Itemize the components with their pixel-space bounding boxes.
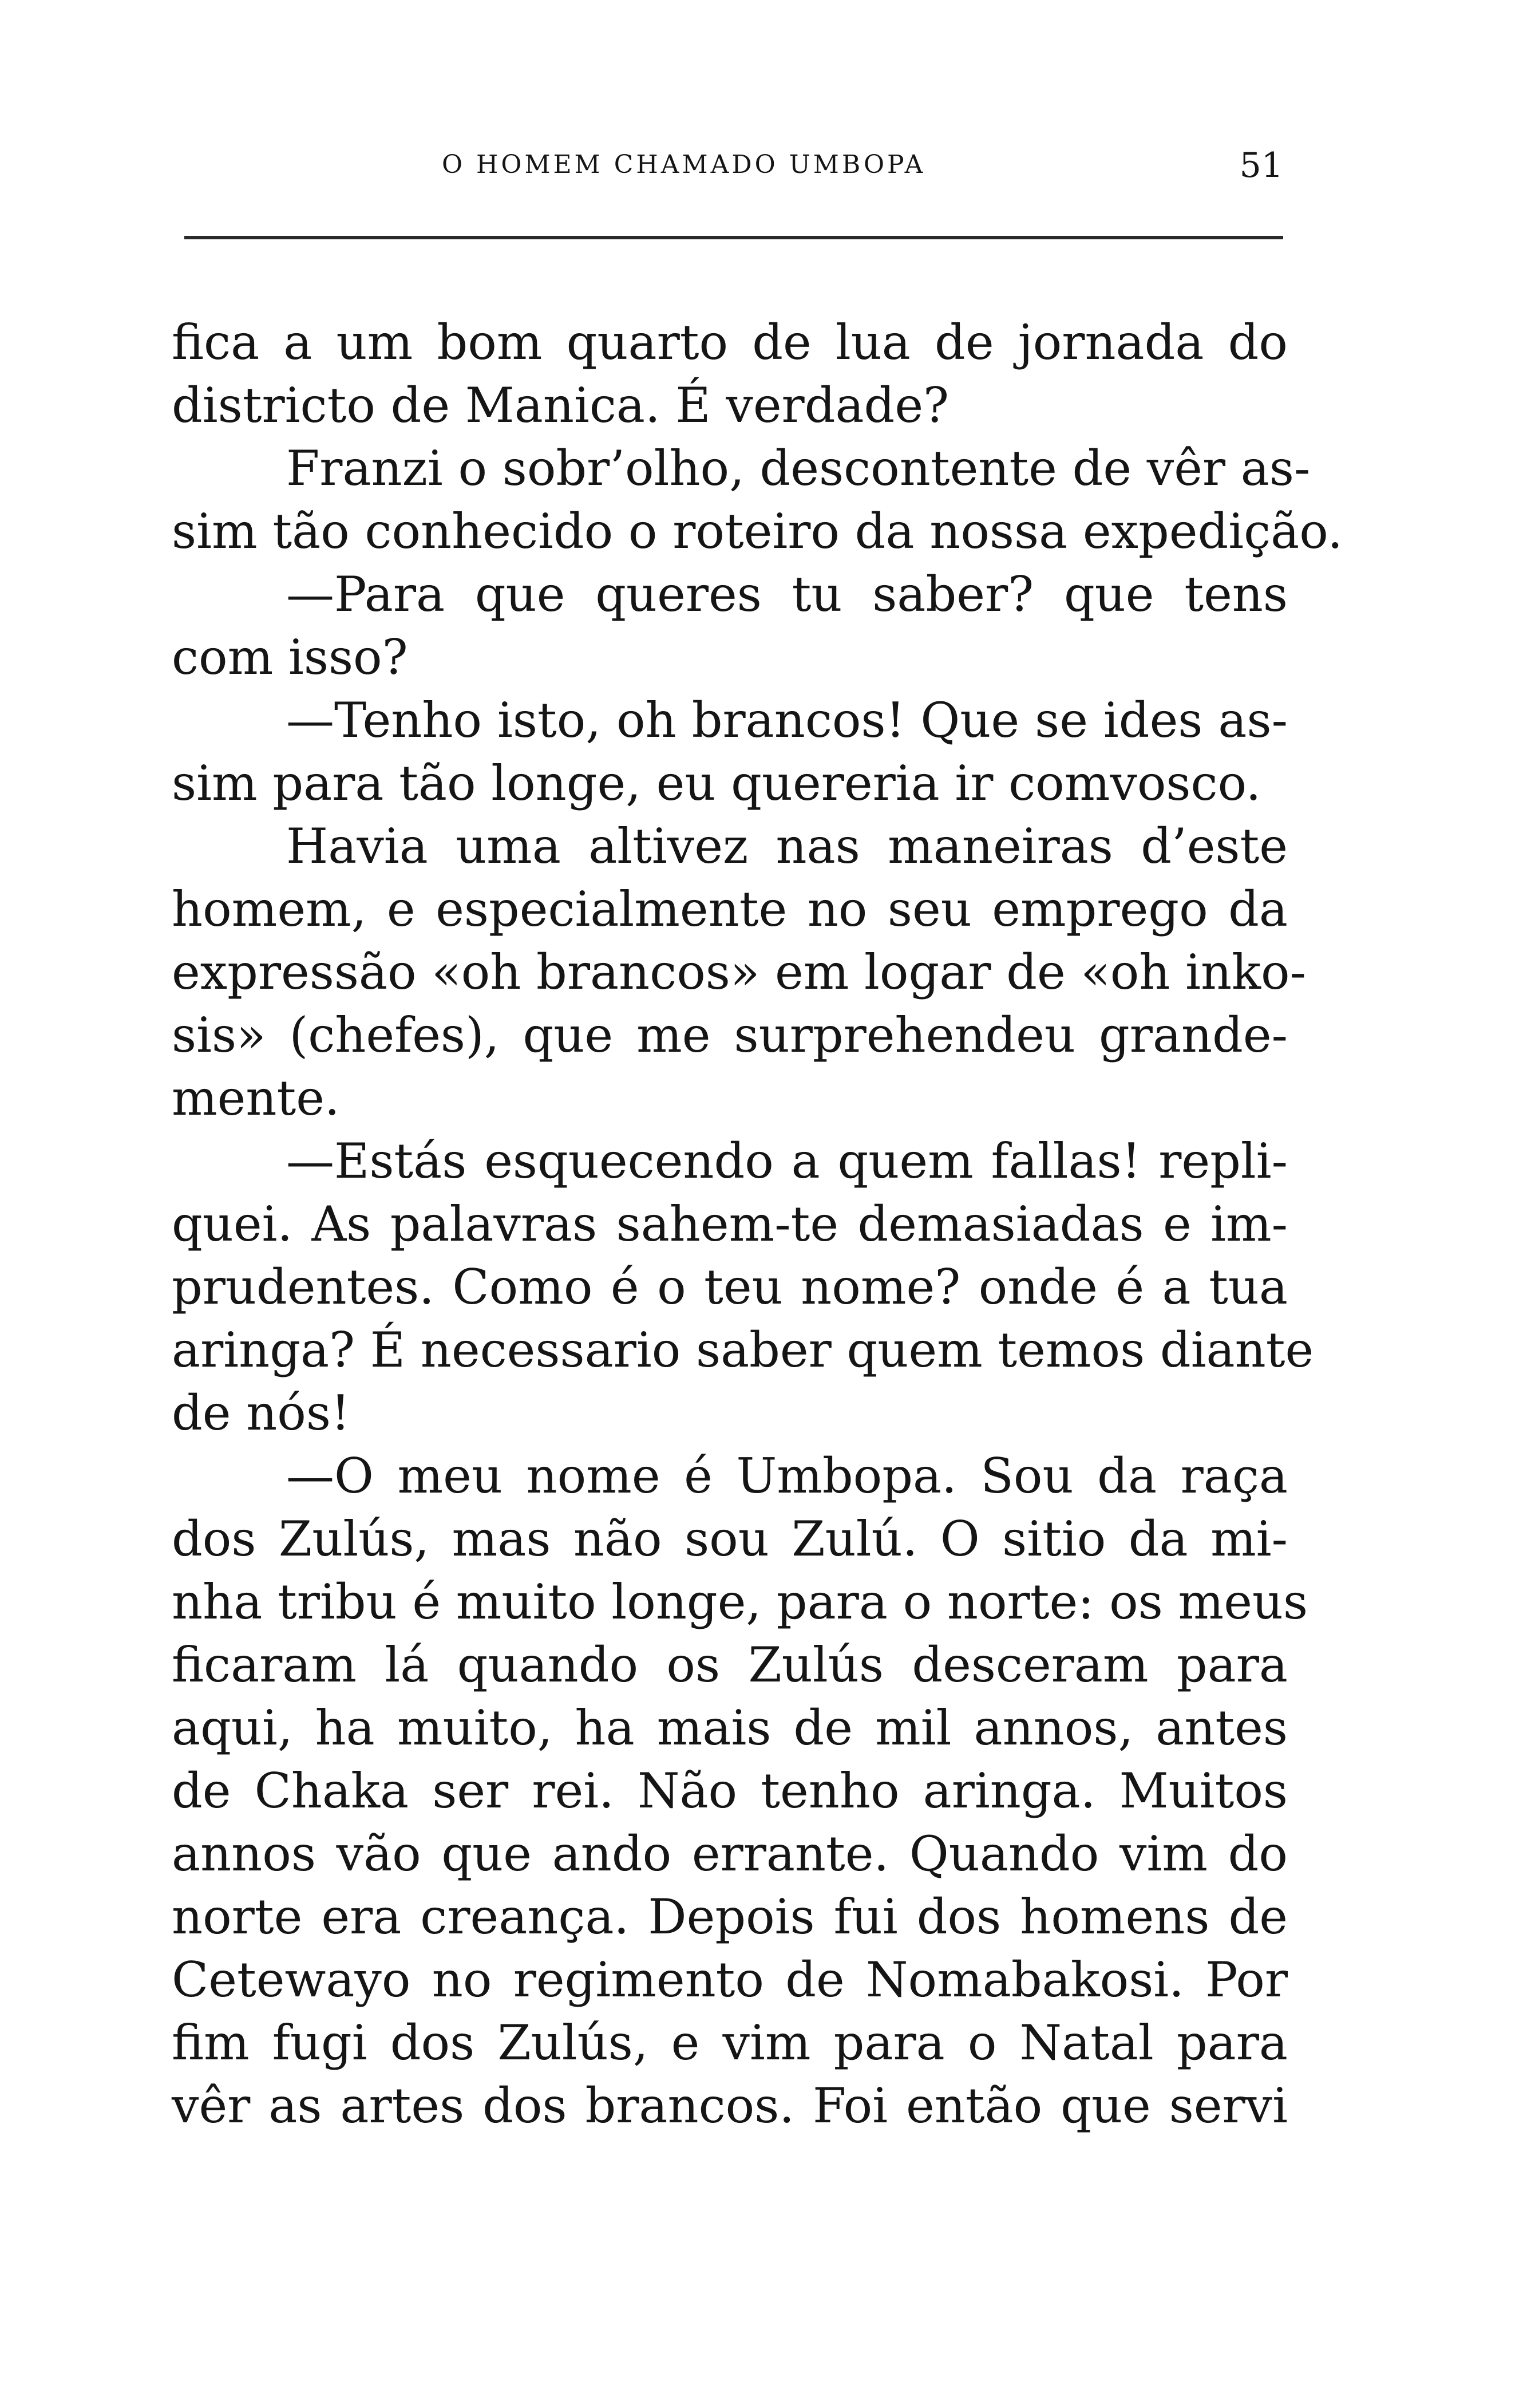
text-line: dos Zulús, mas não sou Zulú. O sitio da mi- [172, 1511, 1288, 1567]
running-title: O HOMEM CHAMADO UMBOPA [442, 150, 926, 179]
text-line: norte era creança. Depois fui dos homens de [172, 1889, 1288, 1945]
text-line: mente. [172, 1070, 340, 1126]
text-line: sim tão conhecido o roteiro da nossa expedição. [172, 503, 1343, 559]
header-rule [184, 236, 1283, 239]
text-line: Franzi o sobr’olho, descontente de vêr as- [286, 440, 1311, 496]
text-line: fim fugi dos Zulús, e vim para o Natal para [172, 2015, 1288, 2071]
text-line: —Para que queres tu saber? que tens [286, 566, 1288, 622]
running-head [184, 133, 1283, 202]
text-line: quei. As palavras sahem-te demasiadas e im- [172, 1196, 1288, 1252]
text-line: de nós! [172, 1385, 350, 1441]
text-line: aqui, ha muito, ha mais de mil annos, antes [172, 1700, 1288, 1756]
text-line: fica a um bom quarto de lua de jornada do [172, 314, 1288, 370]
page-number: 51 [1239, 145, 1283, 185]
text-line: expressão «oh brancos» em logar de «oh inko- [172, 944, 1306, 1000]
text-line: annos vão que ando errante. Quando vim do [172, 1826, 1288, 1882]
text-line: districto de Manica. É verdade? [172, 377, 949, 433]
text-line: de Chaka ser rei. Não tenho aringa. Muitos [172, 1763, 1288, 1819]
text-line: ficaram lá quando os Zulús desceram para [172, 1637, 1288, 1693]
text-line: nha tribu é muito longe, para o norte: os meus [172, 1574, 1308, 1630]
text-line: com isso? [172, 629, 408, 685]
text-line: homem, e especialmente no seu emprego da [172, 881, 1288, 937]
text-line: sim para tão longe, eu quereria ir comvosco. [172, 755, 1261, 811]
text-line: Cetewayo no regimento de Nomabakosi. Por [172, 1952, 1288, 2008]
text-line: —Estás esquecendo a quem fallas! repli- [286, 1133, 1288, 1189]
text-line: aringa? É necessario saber quem temos diante [172, 1322, 1314, 1378]
text-line: —Tenho isto, oh brancos! Que se ides as- [286, 692, 1288, 748]
text-line: prudentes. Como é o teu nome? onde é a tua [172, 1259, 1288, 1315]
text-line: Havia uma altivez nas maneiras d’este [286, 818, 1288, 874]
text-line: vêr as artes dos brancos. Foi então que servi [172, 2078, 1288, 2134]
body-text [172, 311, 1343, 2137]
text-line: sis» (chefes), que me surprehendeu grande- [172, 1007, 1288, 1063]
text-line: —O meu nome é Umbopa. Sou da raça [286, 1448, 1288, 1504]
